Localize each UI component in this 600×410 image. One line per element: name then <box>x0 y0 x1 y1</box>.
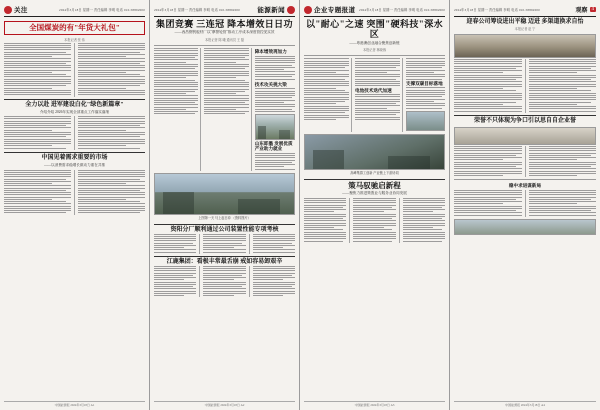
article-headline: 支撑双碳目标落地 <box>405 80 443 86</box>
article-headline: 中国见着需求重要的市场 <box>41 154 108 161</box>
page-footer: 中国能源报 2024年3月18日 A4 <box>454 401 596 407</box>
body-column <box>351 58 400 131</box>
body-column <box>4 43 71 97</box>
body-column <box>454 146 522 178</box>
photo-caption: 上图第一天 马上起日冲 （资料图片） <box>198 215 251 220</box>
lead-photo <box>154 173 295 215</box>
body-column <box>4 170 71 215</box>
sidebar-column <box>402 58 445 131</box>
byline: 本报记者 林晓蓉 <box>362 48 387 53</box>
article-headline: 江鹿集团：看极丰常最舌崩 戒如容易卸艰辛 <box>166 258 283 265</box>
byline: 本报记者 陈 曦 通讯员 王 磊 <box>204 38 245 43</box>
byline: 本报记者 赵 宁 <box>514 26 536 31</box>
article-headline: 资阳分厂顺利通过公司装置性能专项考核 <box>170 226 279 233</box>
section-label: 关注 <box>14 7 28 14</box>
page-title: 迎春公司筹设进出平稳 迈进 多渠道换求自怡 <box>466 19 584 25</box>
masthead-meta: 2024年3月18日 星期一 责任编辑 李明 电话 010-58892000 <box>59 8 145 12</box>
masthead <box>154 4 295 17</box>
body-column <box>154 266 196 298</box>
masthead <box>304 4 445 17</box>
section-label: 企业专题报道 <box>314 7 356 14</box>
lead-subhead: ——西昌钢钒板材厂以"摩擦轮管"推动工序成本深度管控见实效 <box>174 30 275 35</box>
page-number-badge: 4 <box>591 7 594 12</box>
article-headline: 全力以赴 进军建设白化"绿色新篇章" <box>25 101 124 108</box>
body-column <box>399 198 445 243</box>
article-photo <box>454 127 596 145</box>
body-column <box>199 234 245 254</box>
page-footer: 中国能源报 2024年3月18日 A1 <box>4 401 145 407</box>
page-3 <box>300 0 450 410</box>
body-column <box>304 198 346 243</box>
article-headline: 稳中求进谋新局 <box>508 183 542 189</box>
masthead-meta: 2024年3月18日 星期一 责任编辑 李明 电话 010-58892000 <box>359 8 445 12</box>
section-label: 观察 <box>575 8 588 14</box>
page-title: 以"耐心"之速 突围"硬科技"深水区 <box>305 19 444 40</box>
page-footer: 中国能源报 2024年3月18日 A2 <box>154 401 295 407</box>
body-column <box>154 48 198 171</box>
body-column <box>525 59 597 113</box>
article-photo <box>454 219 596 235</box>
page-title: 全国煤炭的有"年货大礼包" <box>29 22 120 32</box>
body-column <box>249 266 295 298</box>
article-headline: 山东即墨 发展优质产业助力就业 <box>254 140 293 152</box>
page-1 <box>0 0 150 410</box>
masthead-meta: 2024年3月18日 星期一 责任编辑 李明 电话 010-58892000 <box>454 8 540 12</box>
body-column <box>199 266 245 298</box>
lead-photo <box>454 34 596 58</box>
circle-logo-icon <box>304 6 312 14</box>
body-column <box>74 116 145 150</box>
article-headline: 策马驭驰启新程 <box>348 180 401 190</box>
article-headline: 技术攻关挑大梁 <box>254 81 287 87</box>
body-column <box>74 170 145 215</box>
article-photo <box>406 111 445 131</box>
body-column <box>154 234 196 254</box>
body-column <box>200 48 248 171</box>
article-photo <box>255 114 295 140</box>
article-headline: 电池技术迭代加速 <box>354 87 392 93</box>
photo-caption: 高峰集群工创新 产业链上下游协同 <box>350 170 399 175</box>
article-subhead: 介绍介绍 2026年实现全部重点工作落实落细 <box>39 109 110 114</box>
body-column <box>249 234 295 254</box>
body-column <box>454 190 522 217</box>
lead-headline-box <box>4 21 145 35</box>
circle-logo-icon <box>287 6 295 14</box>
page-2 <box>150 0 300 410</box>
body-column <box>349 198 395 243</box>
masthead <box>454 4 596 17</box>
body-column <box>4 116 71 150</box>
article-headline: 荣誉不只体现为争口引以思自自企业誉 <box>473 117 576 124</box>
article-headline: 降本增效再加力 <box>254 49 287 55</box>
body-column <box>525 190 597 217</box>
lead-subhead: ——粤港澳创业融合聚焦创新链 <box>349 40 400 45</box>
body-column <box>74 43 145 97</box>
page-title: 集团竞赛 三连冠 降本增效日日功 <box>156 19 293 29</box>
byline: 本报记者 张 伟 <box>64 37 85 42</box>
sidebar-column <box>251 48 295 171</box>
article-subhead: ——以消费需求稳增长做动力重在共推 <box>43 162 106 167</box>
body-column <box>304 58 349 131</box>
masthead <box>4 4 145 17</box>
page-4 <box>450 0 600 410</box>
page-footer: 中国能源报 2024年3月18日 A3 <box>304 401 445 407</box>
section-label: 能源新闻 <box>257 7 285 14</box>
article-subhead: ——聚焦力推进策胜业与服务业协同发展 <box>342 191 407 196</box>
masthead-meta: 2024年3月18日 星期一 责任编辑 李明 电话 010-58892000 <box>154 8 240 12</box>
body-column <box>454 59 522 113</box>
body-column <box>525 146 597 178</box>
circle-logo-icon <box>4 6 12 14</box>
lead-photo <box>304 134 445 170</box>
